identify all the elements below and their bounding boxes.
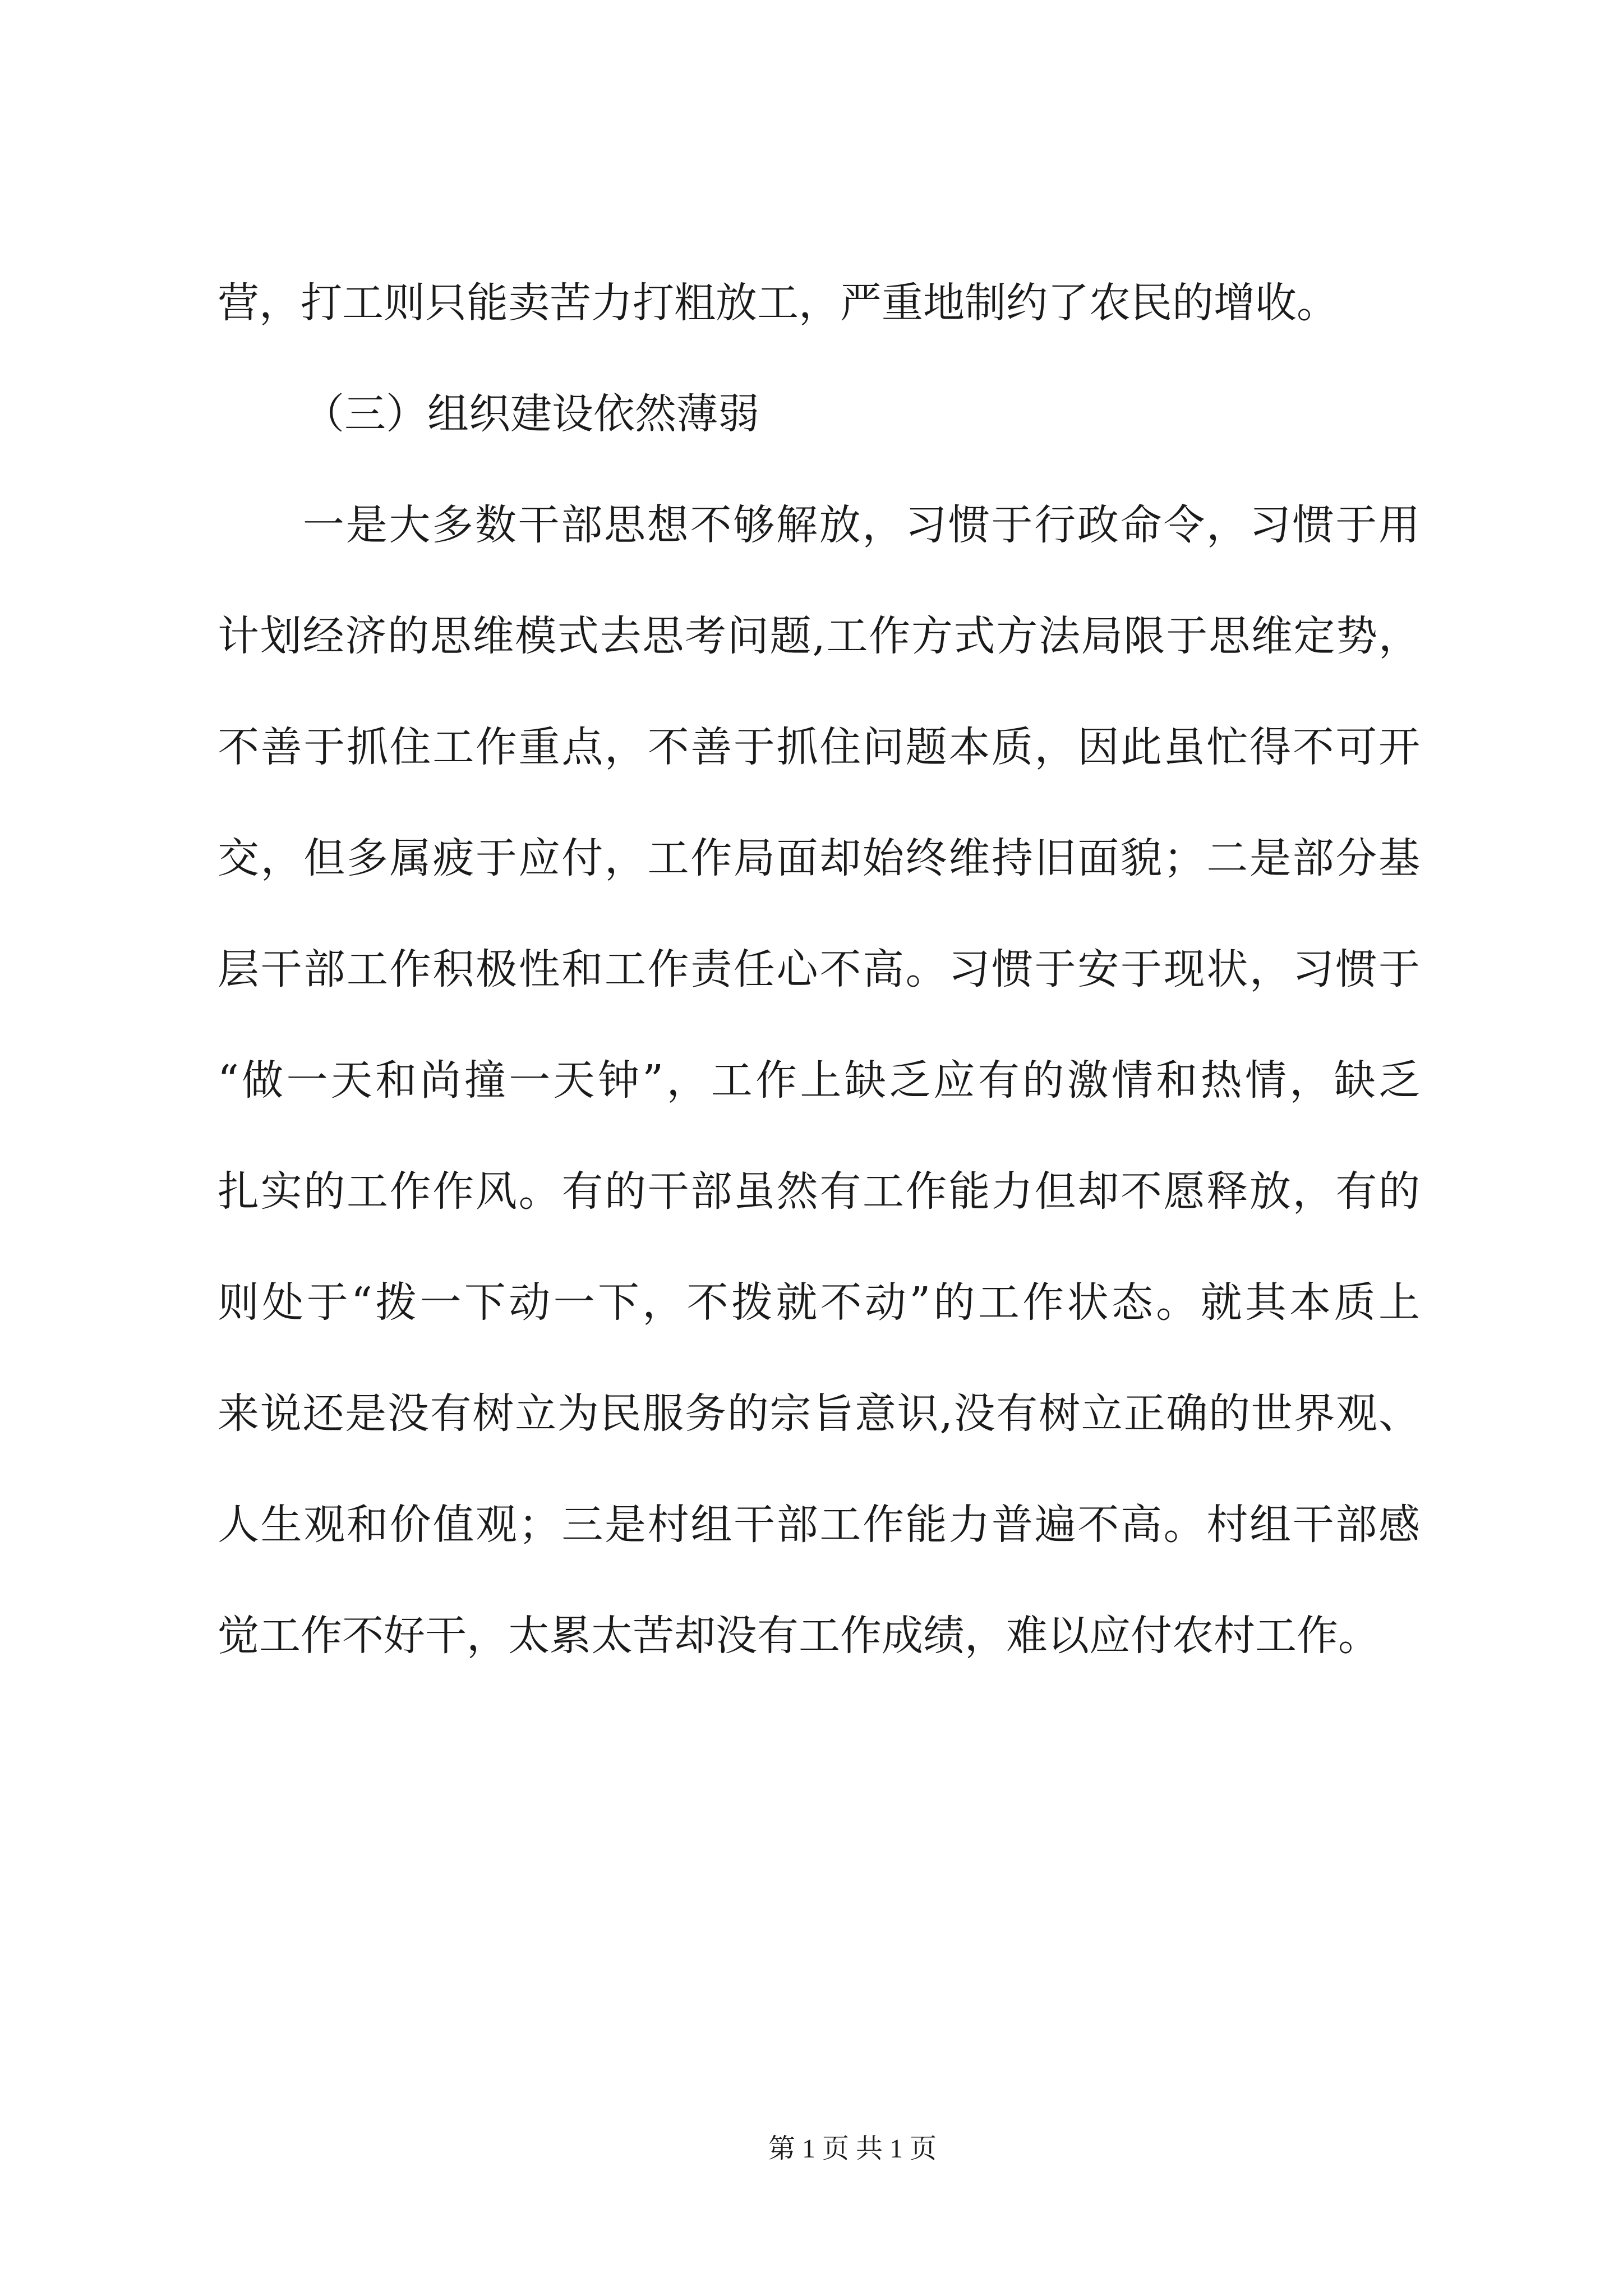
paragraph-line: 人生观和价值观；三是村组干部工作能力普遍不高。村组干部感 <box>218 1501 1420 1549</box>
paragraph-line: 层干部工作积极性和工作责任心不高。习惯于安于现状，习惯于 <box>218 945 1420 993</box>
paragraph-line: 交，但多属疲于应付，工作局面却始终维持旧面貌；二是部分基 <box>218 834 1420 882</box>
document-body <box>218 247 1420 1691</box>
section-heading: （三）组织建设依然薄弱 <box>303 390 759 438</box>
paragraph-line: 扎实的工作作风。有的干部虽然有工作能力但却不愿释放，有的 <box>218 1167 1420 1216</box>
paragraph-line: 则处于“拨一下动一下，不拨就不动”的工作状态。就其本质上 <box>218 1278 1420 1327</box>
paragraph-line: 觉工作不好干，太累太苦却没有工作成绩，难以应付农村工作。 <box>218 1612 1380 1660</box>
paragraph-line: 来说还是没有树立为民服务的宗旨意识,没有树立正确的世界观、 <box>218 1389 1420 1438</box>
paragraph-line: 营，打工则只能卖苦力打粗放工，严重地制约了农民的增收。 <box>218 279 1338 327</box>
page-footer: 第 1 页 共 1 页 <box>768 2134 937 2164</box>
paragraph-line: “做一天和尚撞一天钟”，工作上缺乏应有的激情和热情，缺乏 <box>218 1056 1420 1105</box>
paragraph-line: 不善于抓住工作重点，不善于抓住问题本质，因此虽忙得不可开 <box>218 723 1420 771</box>
paragraph-line: 一是大多数干部思想不够解放，习惯于行政命令，习惯于用 <box>303 501 1420 549</box>
paragraph-line: 计划经济的思维模式去思考问题,工作方式方法局限于思维定势， <box>218 612 1420 660</box>
